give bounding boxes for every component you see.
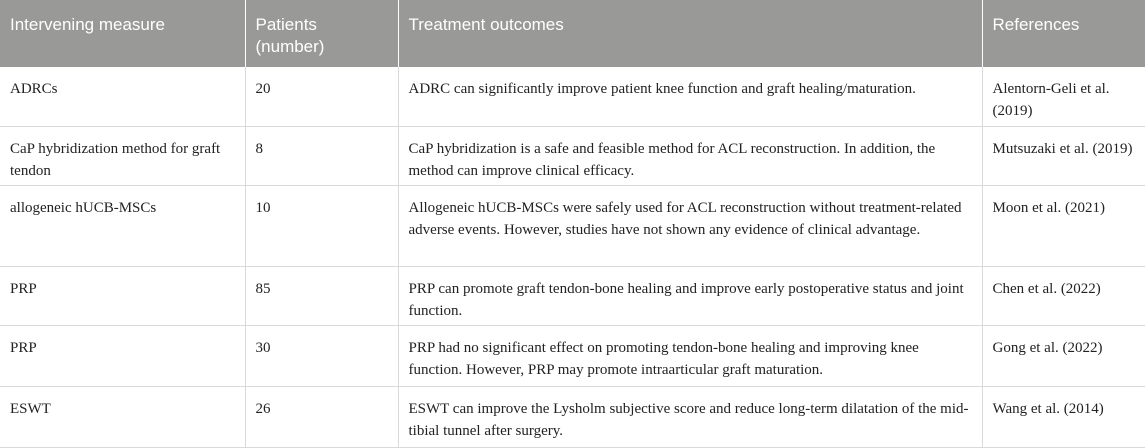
cell-reference: Moon et al. (2021) — [982, 185, 1145, 266]
table-row — [0, 386, 1145, 447]
cell-measure: ESWT — [0, 386, 245, 447]
cell-outcome: PRP had no significant effect on promoting tendon-bone healing and improving knee function. However, PRP may promote intraarticular graft maturation. — [398, 325, 982, 386]
cell-outcome: PRP can promote graft tendon-bone healing and improve early postoperative status and joint function. — [398, 266, 982, 325]
cell-measure: CaP hybridization method for graft tendon — [0, 126, 245, 185]
table-row — [0, 266, 1145, 325]
cell-patients: 10 — [245, 185, 398, 266]
header-row — [0, 0, 1145, 67]
cell-reference: Wang et al. (2014) — [982, 386, 1145, 447]
table-row — [0, 325, 1145, 386]
cell-outcome: CaP hybridization is a safe and feasible method for ACL reconstruction. In addition, the method can improve clinical efficacy. — [398, 126, 982, 185]
cell-measure: ADRCs — [0, 67, 245, 126]
table-row — [0, 185, 1145, 266]
cell-patients: 85 — [245, 266, 398, 325]
cell-outcome: Allogeneic hUCB-MSCs were safely used for ACL reconstruction without treatment-related adverse events. However, studies have not shown any evidence of clinical advantage. — [398, 185, 982, 266]
header-intervening-measure: Intervening measure — [10, 15, 165, 34]
header-treatment-outcomes: Treatment outcomes — [398, 0, 982, 67]
cell-outcome: ADRC can significantly improve patient knee function and graft healing/maturation. — [398, 67, 982, 126]
table-header — [0, 0, 1145, 67]
cell-patients: 20 — [245, 67, 398, 126]
cell-patients: 8 — [245, 126, 398, 185]
cell-patients: 30 — [245, 325, 398, 386]
table-row — [0, 67, 1145, 126]
table-body — [0, 67, 1145, 447]
cell-measure: allogeneic hUCB-MSCs — [0, 185, 245, 266]
cell-reference: Gong et al. (2022) — [982, 325, 1145, 386]
table-row — [0, 126, 1145, 185]
cell-reference: Mutsuzaki et al. (2019) — [982, 126, 1145, 185]
cell-outcome: ESWT can improve the Lysholm subjective score and reduce long-term dilatation of the mid-tibial tunnel after surgery. — [398, 386, 982, 447]
cell-measure: PRP — [0, 325, 245, 386]
cell-measure: PRP — [0, 266, 245, 325]
cell-patients: 26 — [245, 386, 398, 447]
header-references: References — [982, 0, 1145, 67]
cell-reference: Alentorn-Geli et al. (2019) — [982, 67, 1145, 126]
cell-reference: Chen et al. (2022) — [982, 266, 1145, 325]
header-patients: Patients (number) — [245, 0, 398, 67]
